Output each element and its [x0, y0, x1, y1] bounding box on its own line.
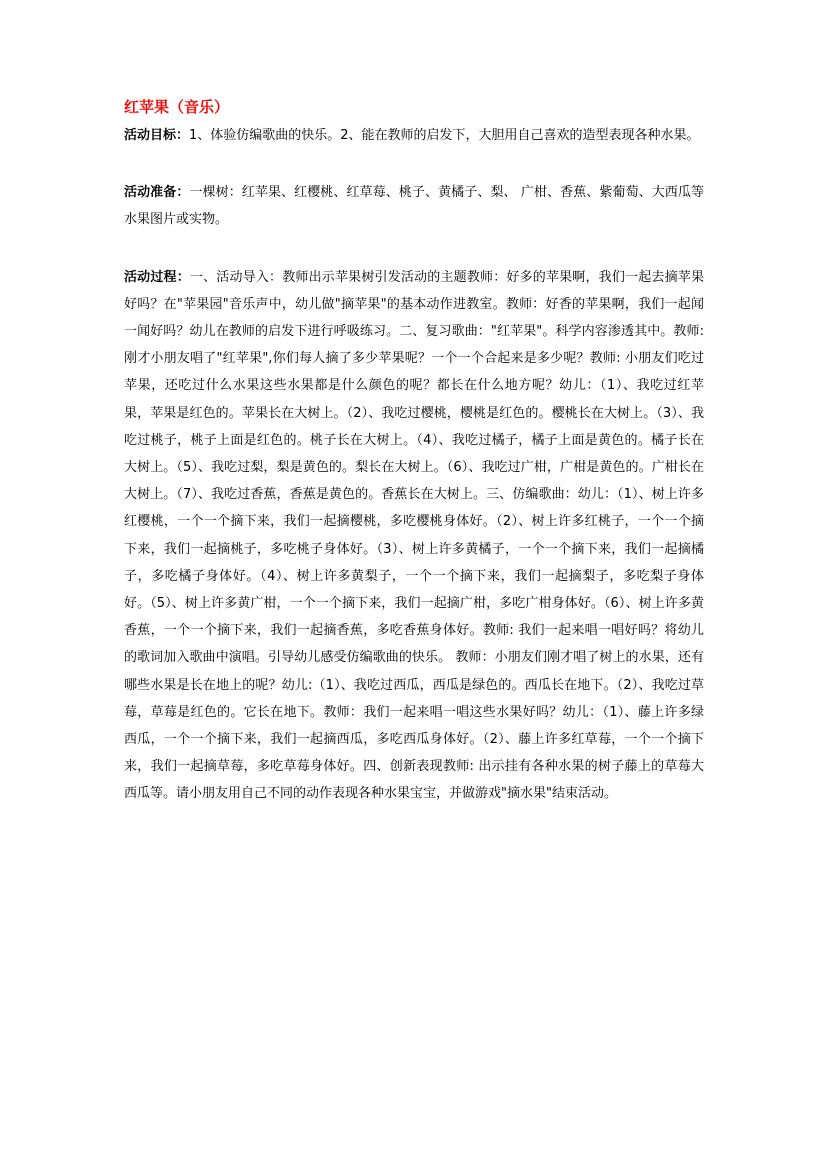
document-title: 红苹果（音乐） — [124, 98, 230, 116]
section-preparation-label: 活动准备： — [124, 185, 190, 201]
document-page — [124, 96, 704, 808]
section-goals — [124, 122, 704, 149]
section-gap — [124, 234, 704, 264]
section-preparation — [124, 179, 704, 233]
section-goals-text: 1、体验仿编歌曲的快乐。2、能在教师的启发下，大胆用自己喜欢的造型表现各种水果。 — [189, 128, 700, 143]
section-process-text: 一、活动导入：教师出示苹果树引发活动的主题教师：好多的苹果啊，我们一起去摘苹果好吗？在"苹果园"音乐声中，幼儿做"摘苹果"的基本动作进教室。教师：好香的苹果啊，我们一起闻一闻好吗？幼儿在教师的启发下进行呼吸练习。二、复习歌曲："红苹果"。科学内容渗透其中。教师: 刚才小朋友唱了"红苹果",你们每人摘了多少苹果呢？一个一个合起来是多少呢？教师: 小朋友们吃过苹果，还吃过什么水果这些水果都是什么颜色的呢？都长在什么地方呢？幼儿：（1）、我吃过红苹果，苹果是红色的。苹果长在大树上。（2）、我吃过樱桃，樱桃是红色的。樱桃长在大树上。（3）、我吃过桃子，桃子上面是红色的。桃子长在大树上。（4）、我吃过橘子，橘子上面是黄色的。橘子长在大树上。（5）、我吃过梨，梨是黄色的。梨长在大树上。（6）、我吃过广柑，广柑是黄色的。广柑长在大树上。（7）、我吃过香蕉，香蕉是黄色的。香蕉长在大树上。三、仿编歌曲：幼儿：（1）、树上许多红樱桃，一个一个摘下来，我们一起摘樱桃，多吃樱桃身体好。（2）、树上许多红桃子，一个一个摘下来，我们一起摘桃子，多吃桃子身体好。（3）、树上许多黄橘子，一个一个摘下来，我们一起摘橘子，多吃橘子身体好。（4）、树上许多黄梨子，一个一个摘下来，我们一起摘梨子，多吃梨子身体好。（5）、树上许多黄广柑，一个一个摘下来，我们一起摘广柑，多吃广柑身体好。（6）、树上许多黄香蕉，一个一个摘下来，我们一起摘香蕉，多吃香蕉身体好。教师: 我们一起来唱一唱好吗？将幼儿的歌词加入歌曲中演唱。引导幼儿感受仿编歌曲的快乐。 教师：小朋友们刚才唱了树上的水果，还有哪些水果是长在地上的呢？幼儿:（1）、我吃过西瓜，西瓜是绿色的。西瓜长在地下。（2）、我吃过草莓，草莓是红色的。它长在地下。教师：我们一起来唱一唱这些水果好吗？幼儿：（1）、藤上许多绿西瓜，一个一个摘下来，我们一起摘西瓜，多吃西瓜身体好。（2）、藤上许多红草莓，一个一个摘下来，我们一起摘草莓，多吃草莓身体好。四、创新表现教师: 出示挂有各种水果的树子藤上的草莓大西瓜等。请小朋友用自己不同的动作表现各种水果宝宝，并做游戏"摘水果"结束活动。 — [124, 269, 704, 802]
section-gap — [124, 149, 704, 179]
section-process-label: 活动过程： — [124, 269, 190, 285]
section-goals-label: 活动目标： — [124, 128, 190, 143]
section-process — [124, 264, 704, 808]
section-preparation-text: 一棵树：红苹果、红樱桃、红草莓、桃子、黄橘子、梨、 广柑、香蕉、紫葡萄、大西瓜等水果图片或实物。 — [124, 185, 704, 228]
